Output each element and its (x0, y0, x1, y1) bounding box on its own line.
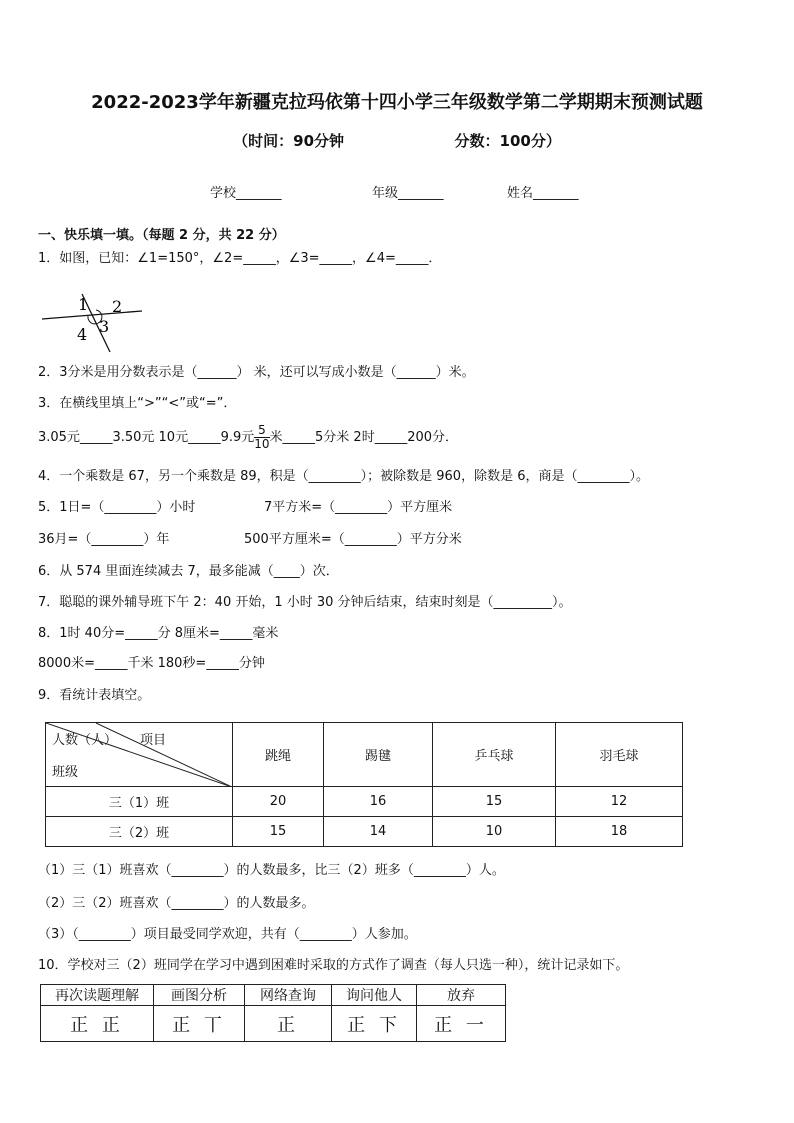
question-8-line-1: 8．1时 40分=_____分 8厘米=_____毫米 (38, 626, 279, 641)
table-cell: 12 (556, 787, 683, 817)
corner-header-item: 项目 (140, 733, 167, 748)
angle-figure (38, 288, 148, 356)
corner-header-class: 班级 (52, 765, 79, 780)
fraction-numerator: 5 (254, 424, 269, 438)
question-9-sub-1: （1）三（1）班喜欢（________）的人数最多，比三（2）班多（________）人。 (38, 863, 505, 878)
tally-header: 放弃 (417, 985, 506, 1006)
angle-label-1: 1 (78, 295, 89, 314)
q3-part-1: 3.05元_____3.50元 10元_____9.9元 (38, 430, 255, 445)
school-field: 学校_______ (210, 186, 282, 201)
tally-header: 再次读题理解 (41, 985, 154, 1006)
question-3-items (38, 424, 458, 451)
page-title: 2022-2023学年新疆克拉玛依第十四小学三年级数学第二学期期末预测试题 (91, 92, 703, 113)
grade-field: 年级_______ (372, 186, 444, 201)
question-2: 2．3分米是用分数表示是（______） 米，还可以写成小数是（______）米。 (38, 365, 475, 380)
question-9-sub-2: （2）三（2）班喜欢（________）的人数最多。 (38, 896, 315, 911)
tally-header: 询问他人 (332, 985, 417, 1006)
question-5-line-1b: 7平方米=（________）平方厘米 (264, 500, 453, 515)
question-4: 4．一个乘数是 67，另一个乘数是 89，积是（________）；被除数是 960，除数是 6，商是（________）。 (38, 469, 649, 484)
fraction (254, 424, 269, 451)
exam-info (0, 130, 794, 151)
question-5-line-2a: 36月=（________）年 (38, 532, 170, 547)
question-6: 6．从 574 里面连续减去 7，最多能减（____）次． (38, 564, 339, 579)
table-cell: 15 (433, 787, 556, 817)
question-9-sub-3: （3）（________）项目最受同学欢迎，共有（________）人参加。 (38, 927, 417, 942)
column-header: 跳绳 (233, 723, 324, 787)
exam-time: （时间：90分钟 (233, 132, 345, 150)
angle-label-4: 4 (77, 325, 88, 344)
table-cell: 14 (324, 817, 433, 847)
tally-header: 网络查询 (245, 985, 332, 1006)
table-cell: 10 (433, 817, 556, 847)
table-corner-cell (46, 723, 233, 787)
tally-header: 画图分析 (154, 985, 245, 1006)
exam-score: 分数：100分） (454, 132, 561, 150)
question-5-line-1a: 5．1日=（________）小时 (38, 500, 196, 515)
tally-marks: 正 一 (417, 1006, 506, 1042)
stats-table (45, 722, 683, 847)
corner-header-count: 人数（人） (52, 733, 118, 748)
question-10: 10．学校对三（2）班同学在学习中遇到困难时采取的方式作了调查（每人只选一种），统计记录如下。 (38, 958, 629, 973)
table-cell: 15 (233, 817, 324, 847)
question-5-line-2b: 500平方厘米=（________）平方分米 (244, 532, 462, 547)
fraction-denominator: 10 (254, 437, 270, 451)
table-row (46, 817, 683, 847)
tally-marks: 正 丅 (154, 1006, 245, 1042)
question-3: 3．在横线里填上“>”“<”或“=”． (38, 396, 237, 411)
tally-marks: 正 (245, 1006, 332, 1042)
column-header: 踢毽 (324, 723, 433, 787)
tally-marks: 正 下 (332, 1006, 417, 1042)
table-row (41, 1006, 506, 1042)
table-cell: 20 (233, 787, 324, 817)
tally-table (40, 984, 506, 1042)
question-7: 7．聪聪的课外辅导班下午 2：40 开始，1 小时 30 分钟后结束，结束时刻是（_________）。 (38, 595, 572, 610)
name-field: 姓名_______ (507, 186, 579, 201)
angle-label-2: 2 (112, 297, 123, 316)
section-heading: 一、快乐填一填。（每题 2 分，共 22 分） (38, 228, 285, 243)
column-header: 羽毛球 (556, 723, 683, 787)
table-cell: 16 (324, 787, 433, 817)
table-cell: 18 (556, 817, 683, 847)
row-label: 三（1）班 (46, 787, 233, 817)
angle-label-3: 3 (99, 317, 110, 336)
question-9: 9．看统计表填空。 (38, 688, 151, 703)
row-label: 三（2）班 (46, 817, 233, 847)
q3-part-2: 米_____5分米 2时_____200分． (269, 430, 459, 445)
table-row (46, 787, 683, 817)
tally-marks: 正 正 (41, 1006, 154, 1042)
question-8-line-2: 8000米=_____千米 180秒=_____分钟 (38, 656, 265, 671)
question-1: 1．如图，已知：∠1=150°，∠2=_____，∠3=_____，∠4=_____． (38, 251, 442, 266)
column-header: 乒乓球 (433, 723, 556, 787)
